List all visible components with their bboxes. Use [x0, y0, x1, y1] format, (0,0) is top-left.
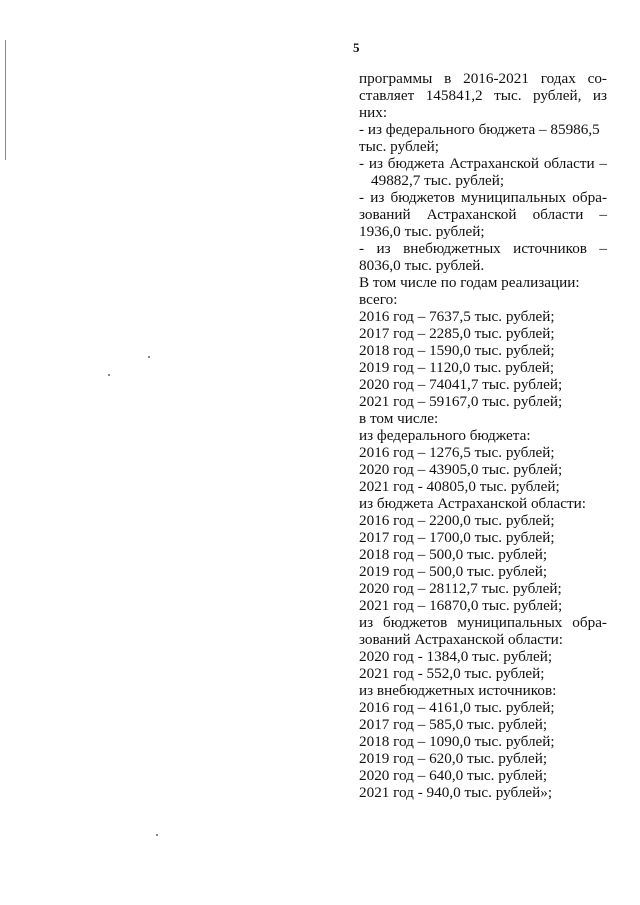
text-line: 2016 год – 1276,5 тыс. рублей;: [359, 444, 555, 461]
text-line: 2021 год - 40805,0 тыс. рублей;: [359, 478, 560, 495]
text-line: из бюджета Астраханской области:: [359, 495, 586, 512]
text-line: 2018 год – 500,0 тыс. рублей;: [359, 546, 548, 563]
text-line: 2020 год – 74041,7 тыс. рублей;: [359, 376, 563, 393]
text-line: 2021 год - 552,0 тыс. рублей;: [359, 665, 545, 682]
text-line: в том числе:: [359, 410, 439, 427]
text-line: - из федерального бюджета – 85986,5: [359, 121, 600, 138]
text-line: 2016 год – 4161,0 тыс. рублей;: [359, 699, 555, 716]
text-line: 2018 год – 1590,0 тыс. рублей;: [359, 342, 555, 359]
body-text: [359, 70, 607, 801]
text-line: 8036,0 тыс. рублей.: [359, 257, 485, 274]
text-line: ставляет 145841,2 тыс. рублей, из: [359, 87, 607, 104]
text-line: них:: [359, 104, 388, 121]
text-line: 2019 год – 620,0 тыс. рублей;: [359, 750, 548, 767]
text-line: - из бюджетов муниципальных обра-: [359, 189, 607, 206]
scan-speck: [108, 374, 110, 376]
scan-speck: [156, 834, 158, 836]
text-line: тыс. рублей;: [359, 138, 439, 155]
text-line: 2017 год – 1700,0 тыс. рублей;: [359, 529, 555, 546]
text-line: В том числе по годам реализации:: [359, 274, 580, 291]
text-line: 2021 год – 59167,0 тыс. рублей;: [359, 393, 563, 410]
scan-edge-mark: [5, 40, 6, 160]
text-line: 2017 год – 2285,0 тыс. рублей;: [359, 325, 555, 342]
text-line: 2016 год – 7637,5 тыс. рублей;: [359, 308, 555, 325]
text-line: - из бюджета Астраханской области –: [359, 155, 607, 172]
text-line: 2021 год – 16870,0 тыс. рублей;: [359, 597, 563, 614]
text-line: зований Астраханской области –: [359, 206, 607, 223]
text-line: 2016 год – 2200,0 тыс. рублей;: [359, 512, 555, 529]
text-line: программы в 2016-2021 годах со-: [359, 70, 607, 87]
text-line: всего:: [359, 291, 398, 308]
text-line: из бюджетов муниципальных обра-: [359, 614, 607, 631]
text-line: зований Астраханской области:: [359, 631, 563, 648]
text-line: из внебюджетных источников:: [359, 682, 557, 699]
text-line: 2018 год – 1090,0 тыс. рублей;: [359, 733, 555, 750]
text-line: 2020 год – 28112,7 тыс. рублей;: [359, 580, 562, 597]
text-line: 2021 год - 940,0 тыс. рублей»;: [359, 784, 553, 801]
scan-speck: [148, 356, 150, 358]
text-line: 2017 год – 585,0 тыс. рублей;: [359, 716, 548, 733]
text-line: 2019 год – 500,0 тыс. рублей;: [359, 563, 548, 580]
text-line: 2019 год – 1120,0 тыс. рублей;: [359, 359, 555, 376]
text-line: 1936,0 тыс. рублей;: [359, 223, 485, 240]
text-line: - из внебюджетных источников –: [359, 240, 607, 257]
text-line: из федерального бюджета:: [359, 427, 531, 444]
text-line: 2020 год – 43905,0 тыс. рублей;: [359, 461, 563, 478]
text-line: 49882,7 тыс. рублей;: [371, 172, 505, 189]
text-line: 2020 год - 1384,0 тыс. рублей;: [359, 648, 553, 665]
page-number: 5: [353, 40, 360, 55]
text-line: 2020 год – 640,0 тыс. рублей;: [359, 767, 548, 784]
